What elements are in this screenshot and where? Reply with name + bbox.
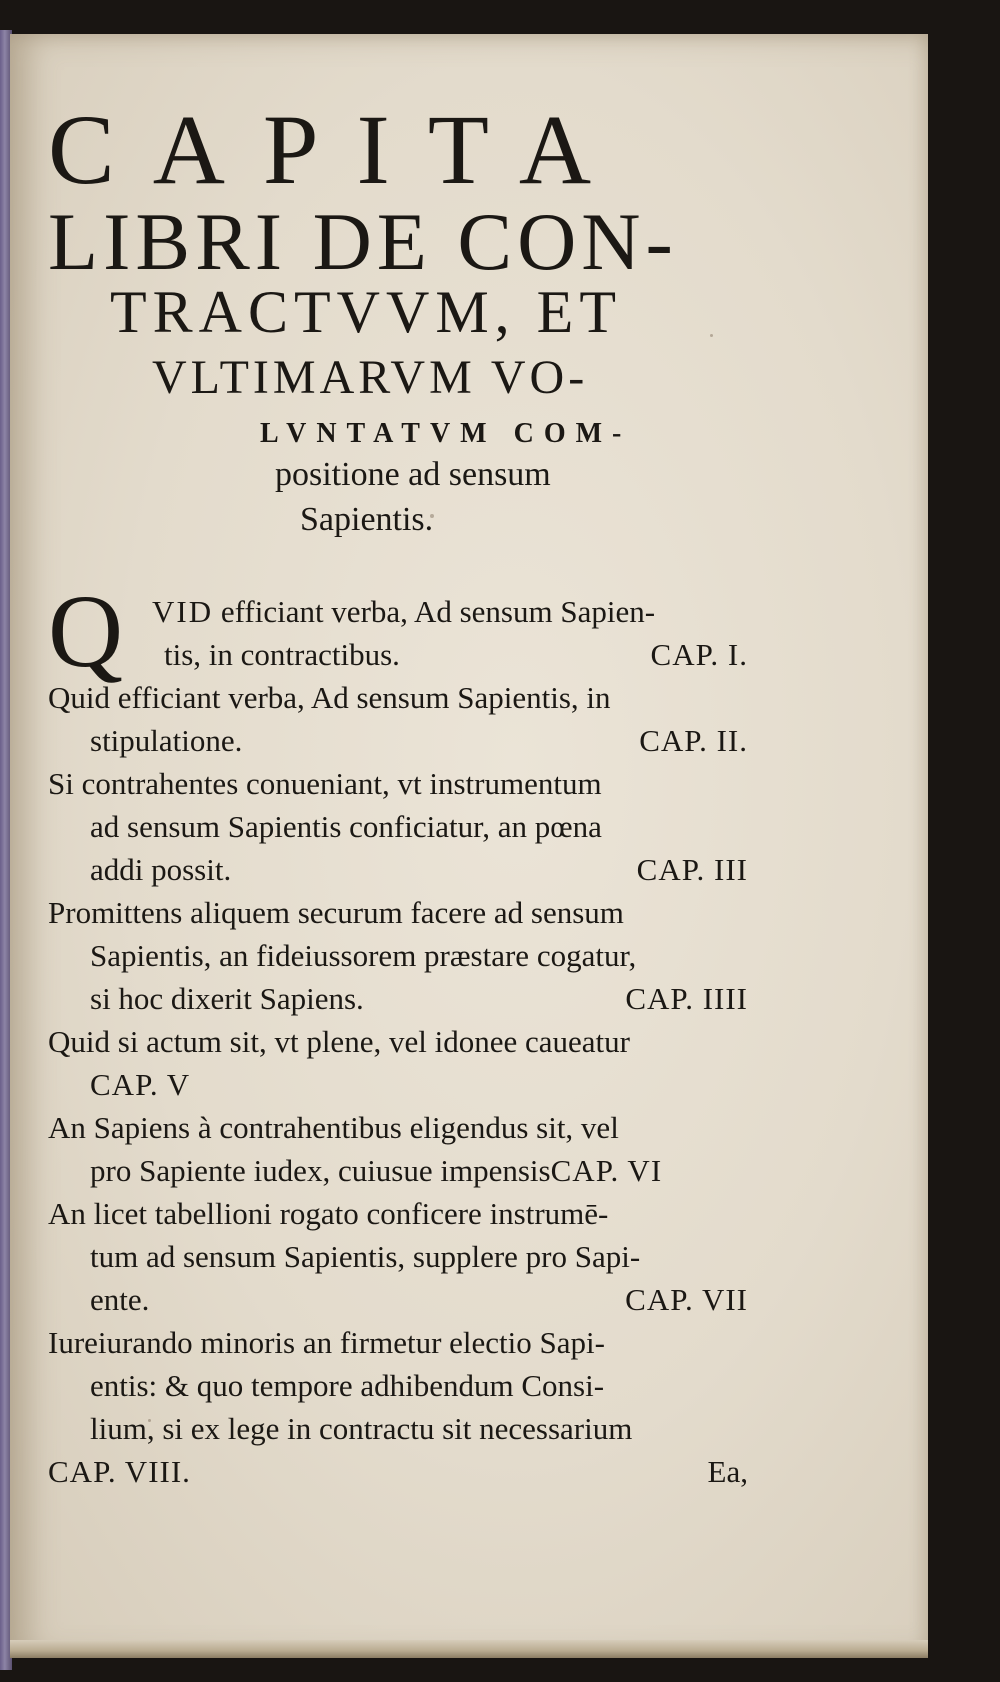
chapter-entry-6: [48, 1106, 748, 1192]
entry-line: [48, 1450, 748, 1493]
chapter-entry-4: [48, 891, 748, 1020]
chapter-number: CAP. VI: [550, 1153, 663, 1188]
chapter-number: CAP. V: [90, 1067, 191, 1102]
title-line-1: CAPITA: [48, 94, 630, 205]
entry-line: Promittens aliquem securum facere ad sensum: [48, 895, 624, 930]
chapter-number: CAP. VII: [625, 1282, 748, 1317]
title-line-5: LVNTATVM COM-: [260, 418, 632, 449]
title-line-6: positione ad sensum: [275, 456, 551, 493]
entry-line: Si contrahentes conueniant, vt instrumentum: [48, 766, 602, 801]
title-line-3: TRACTVVM, ET: [110, 279, 622, 345]
entry-line: ente. CAP. VII: [48, 1278, 748, 1321]
title-line-2: LIBRI DE CON-: [48, 196, 678, 287]
entry-line: ad sensum Sapientis conficiatur, an pœna: [90, 809, 602, 844]
entry-line: Iureiurando minoris an firmetur electio Sapi-: [48, 1325, 605, 1360]
entry-line: An licet tabellioni rogato conficere instrumē-: [48, 1196, 609, 1231]
chapter-number: CAP. VIII.: [48, 1454, 191, 1489]
chapter-entry-3: [48, 762, 748, 891]
chapter-entry-8: [48, 1321, 748, 1493]
chapter-number: CAP. II.: [639, 723, 748, 758]
chapter-entry-7: [48, 1192, 748, 1321]
entry-line: stipulatione. CAP. II.: [48, 719, 748, 762]
entry-line: VID efficiant verba, Ad sensum Sapien-: [152, 594, 656, 629]
chapter-number: CAP. III: [636, 852, 748, 887]
entry-line: pro Sapiente iudex, cuiusue impensisCAP. VI: [90, 1153, 663, 1188]
chapter-number: CAP. I.: [650, 637, 748, 672]
catchword: Ea,: [707, 1454, 748, 1489]
drop-cap: Q: [48, 574, 124, 689]
page-bottom-edge: [10, 1640, 928, 1658]
entry-line: tum ad sensum Sapientis, supplere pro Sapi-: [90, 1239, 641, 1274]
entry-line: Quid efficiant verba, Ad sensum Sapientis, in: [48, 680, 611, 715]
chapter-entry-5: [48, 1020, 748, 1106]
chapter-list: [48, 574, 748, 1493]
entry-line: tis, in contractibus. CAP. I.: [164, 633, 748, 676]
entry-line: An Sapiens à contrahentibus eligendus sit, vel: [48, 1110, 619, 1145]
entry-line: si hoc dixerit Sapiens. CAP. IIII: [48, 977, 748, 1020]
entry-line: addi possit. CAP. III: [48, 848, 748, 891]
entry-line: entis: & quo tempore adhibendum Consi-: [90, 1368, 605, 1403]
chapter-number: CAP. IIII: [625, 981, 748, 1016]
chapter-entry-1: [48, 574, 748, 689]
title-line-4: VLTIMARVM VO-: [152, 351, 589, 404]
title-line-7: Sapientis.: [300, 501, 434, 538]
entry-line: lium, si ex lege in contractu sit necessarium: [90, 1411, 633, 1446]
entry-line: Quid si actum sit, vt plene, vel idonee caueatur: [48, 1024, 630, 1059]
chapter-entry-2: [48, 676, 748, 762]
entry-line: Sapientis, an fideiussorem præstare cogatur,: [90, 938, 637, 973]
